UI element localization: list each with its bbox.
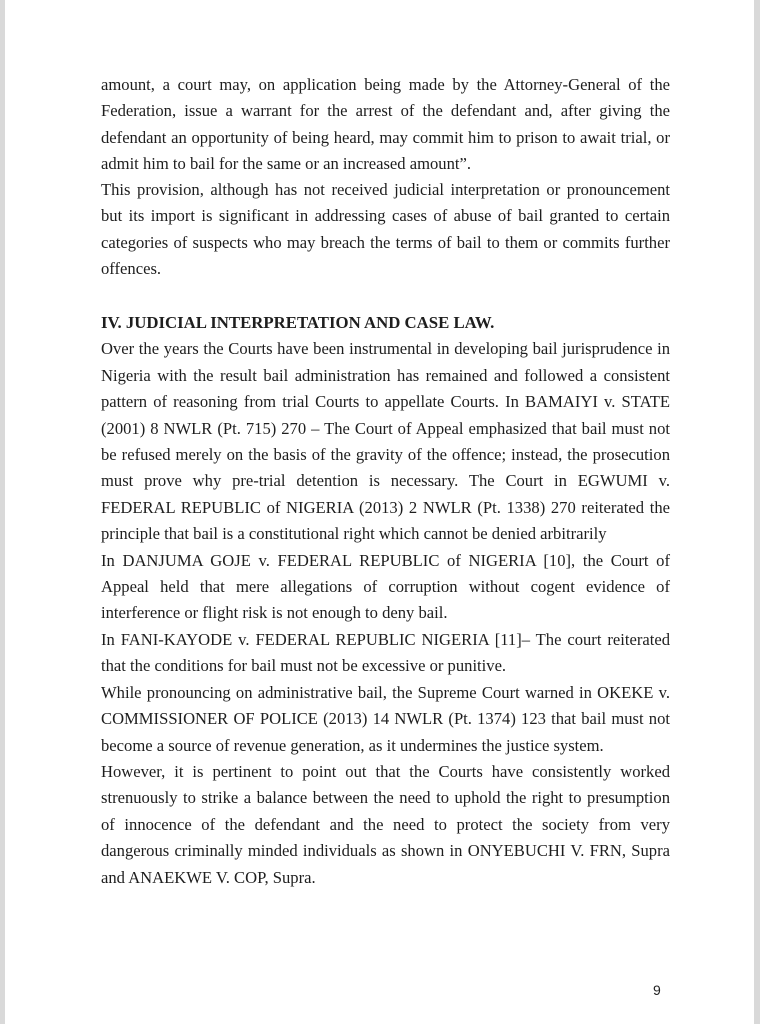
paragraph-okeke: While pronouncing on administrative bail, the Supreme Court warned in OKEKE v. COMMISSIONER OF POLICE (2013) 14 NWLR (Pt. 1374) 123 that bail must not become a source of revenue generation, as it undermines the justice system. bbox=[101, 682, 670, 755]
page-number: 9 bbox=[653, 982, 661, 998]
paragraph-goje: In DANJUMA GOJE v. FEDERAL REPUBLIC of NIGERIA [10], the Court of Appeal held that mere allegations of corruption without cogent evidence of interference or flight risk is not enough to deny bail. bbox=[101, 550, 670, 623]
paragraph-balance: However, it is pertinent to point out that the Courts have consistently worked strenuously to strike a balance between the need to uphold the right to presumption of innocence of the defendant and the need to protect the society from very dangerous criminally minded individuals as shown in ONYEBUCHI V. FRN, Supra and ANAEKWE V. COP, Supra. bbox=[101, 761, 670, 887]
case-law-section bbox=[101, 310, 670, 891]
quote-continuation-block bbox=[101, 72, 670, 178]
document-page bbox=[5, 0, 754, 1024]
provision-commentary: This provision, although has not received judicial interpretation or pronouncement but its import is significant in addressing cases of abuse of bail granted to certain categories of suspects who may breach the terms of bail to them or commits further offences. bbox=[101, 180, 670, 279]
paragraph-bail-jurisprudence: Over the years the Courts have been instrumental in developing bail jurisprudence in Nigeria with the result bail administration has remained and followed a consistent pattern of reasoning from trial Courts to appellate Courts. In BAMAIYI v. STATE (2001) 8 NWLR (Pt. 715) 270 – The Court of Appeal emphasized that bail must not be refused merely on the basis of the gravity of the offence; instead, the prosecution must prove why pre-trial detention is necessary. The Court in EGWUMI v. FEDERAL REPUBLIC of NIGERIA (2013) 2 NWLR (Pt. 1338) 270 reiterated the principle that bail is a constitutional right which cannot be denied arbitrarily bbox=[101, 339, 670, 544]
paragraph-fani-kayode: In FANI-KAYODE v. FEDERAL REPUBLIC NIGERIA [11]– The court reiterated that the conditions for bail must not be excessive or punitive. bbox=[101, 629, 670, 676]
section-heading: IV. JUDICIAL INTERPRETATION AND CASE LAW. bbox=[101, 313, 495, 332]
provision-commentary-block bbox=[101, 177, 670, 283]
quote-continuation: amount, a court may, on application being made by the Attorney-General of the Federation, issue a warrant for the arrest of the defendant and, after giving the defendant an opportunity of being heard, may commit him to prison to await trial, or admit him to bail for the same or an increased amount”. bbox=[101, 75, 670, 174]
